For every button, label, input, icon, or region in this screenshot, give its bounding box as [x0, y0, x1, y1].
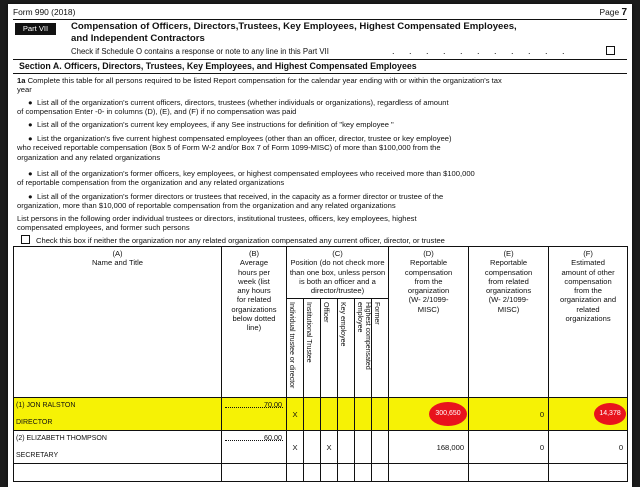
red-circle-annotation: 14,378 [594, 403, 626, 425]
schedule-o-text: Check if Schedule O contains a response or note to any line in this Part VII [71, 47, 329, 56]
instruction-bullet-4: List all of the organization's former officers, key employees, or highest compensated employees who received more than $100,000 of reportable compensation from the organization and any related organizations [17, 169, 475, 188]
mark-former [372, 398, 389, 431]
mark-institutional-trustee [304, 431, 321, 464]
bullet-icon: ● [28, 98, 33, 107]
bullet-icon: ● [28, 192, 33, 201]
mark-highest-compensated [355, 431, 372, 464]
position-individual-trustee: Individual trustee or director [287, 299, 304, 398]
position-institutional-trustee: Institutional Trustee [304, 299, 321, 398]
form-990-page [8, 4, 632, 487]
table-row [14, 464, 628, 482]
table-row [14, 398, 628, 431]
name-cell [14, 398, 222, 431]
bullet-icon: ● [28, 120, 33, 129]
part-title: Compensation of Officers, Directors,Trustees, Key Employees, Highest Compensated Employees, and Independent Contractors [71, 21, 517, 44]
person-title: SECRETARY [16, 452, 59, 459]
instruction-bullet-5: List all of the organization's former directors or trustees that received, in the capacity as a former director or trustee of the organization, more than $10,000 of reportable compensation from the organization and any related organizations [17, 192, 444, 211]
dotted-line [225, 440, 283, 441]
col-a-header: (A) Name and Title [14, 247, 222, 398]
other-compensation [549, 398, 628, 431]
table-header-row [14, 247, 628, 299]
leader-dots: . . . . . . . . . . . [392, 46, 571, 56]
divider [13, 19, 627, 20]
hours-value: 60.00 [264, 433, 282, 442]
person-title: DIRECTOR [16, 419, 53, 426]
instruction-bullet-3: List the organization's five current highest compensated employees (other than an officer, director, trustee or key employee) who received reportable compensation (Box 5 of Form W-2 and/or Box 7 of Form 1099-MISC) of more than $100,000 from the organization and any related organizations [17, 134, 452, 162]
bullet-icon: ● [28, 134, 33, 143]
col-b-header: (B) Average hours per week (list any hours for related organizations below dotted line) [222, 247, 287, 398]
mark-key-employee [338, 398, 355, 431]
reportable-comp-org [389, 398, 469, 431]
col-e-header: (E) Reportable compensation from related organizations (W- 2/1099- MISC) [469, 247, 549, 398]
name-cell [14, 464, 222, 482]
table-row [14, 431, 628, 464]
col-f-header: (F) Estimated amount of other compensation from the organization and related organizations [549, 247, 628, 398]
mark-former [372, 431, 389, 464]
position-officer: Officer [321, 299, 338, 398]
page-number-label: Page 7 [599, 7, 627, 18]
bullet-icon: ● [28, 169, 33, 178]
reportable-comp-related: 0 [469, 431, 549, 464]
hours-cell [222, 398, 287, 431]
position-key-employee: Key employee [338, 299, 355, 398]
listing-order-text: List persons in the following order individual trustees or directors, institutional trustees, officers, key employees, highest compensated employees, and former such persons [17, 214, 417, 233]
col-d-header: (D) Reportable compensation from the organization (W- 2/1099- MISC) [389, 247, 469, 398]
person-name: (2) ELIZABETH THOMPSON [16, 435, 107, 442]
compensation-table [13, 246, 628, 482]
name-cell [14, 431, 222, 464]
instruction-bullet-1: List all of the organization's current officers, directors, trustees (whether individuals or organizations), regardless of amount of compensation Enter -0- in columns (D), (E), and (F) if no compensation was paid [17, 98, 449, 117]
neither-checkbox[interactable] [21, 235, 30, 244]
instruction-1a: 1a Complete this table for all persons required to be listed Report compensation for the calendar year ending with or within the organization's tax year [17, 76, 502, 95]
position-former: Former [372, 299, 389, 398]
hours-value: 70.00 [264, 400, 282, 409]
neither-text: Check this box if neither the organization nor any related organization compensated any current officer, director, or trustee [36, 236, 445, 245]
hours-cell [222, 464, 287, 482]
mark-individual-trustee: X [287, 431, 304, 464]
red-circle-annotation: 300,650 [429, 402, 467, 426]
divider [13, 59, 627, 60]
schedule-o-checkbox[interactable] [606, 46, 615, 55]
instruction-bullet-2: List all of the organization's current key employees, if any See instructions for definition of "key employee " [37, 120, 394, 129]
col-c-header: (C) Position (do not check more than one box, unless person is both an officer and a director/trustee) [287, 247, 389, 299]
hours-cell [222, 431, 287, 464]
mark-key-employee [338, 431, 355, 464]
mark-officer: X [321, 431, 338, 464]
other-compensation: 0 [549, 431, 628, 464]
mark-individual-trustee: X [287, 398, 304, 431]
reportable-comp-related: 0 [469, 398, 549, 431]
position-highest-compensated: Highest compensated employee [355, 299, 372, 398]
part-label: Part VII [15, 23, 56, 35]
person-name: (1) JON RALSTON [16, 402, 76, 409]
dotted-line [225, 407, 283, 408]
divider [13, 73, 627, 74]
mark-highest-compensated [355, 398, 372, 431]
mark-officer [321, 398, 338, 431]
form-label: Form 990 (2018) [13, 7, 76, 17]
section-a-title: Section A. Officers, Directors, Trustees, Key Employees, and Highest Compensated Employees [19, 61, 417, 71]
reportable-comp-org: 168,000 [389, 431, 469, 464]
page-header [13, 7, 627, 19]
mark-institutional-trustee [304, 398, 321, 431]
